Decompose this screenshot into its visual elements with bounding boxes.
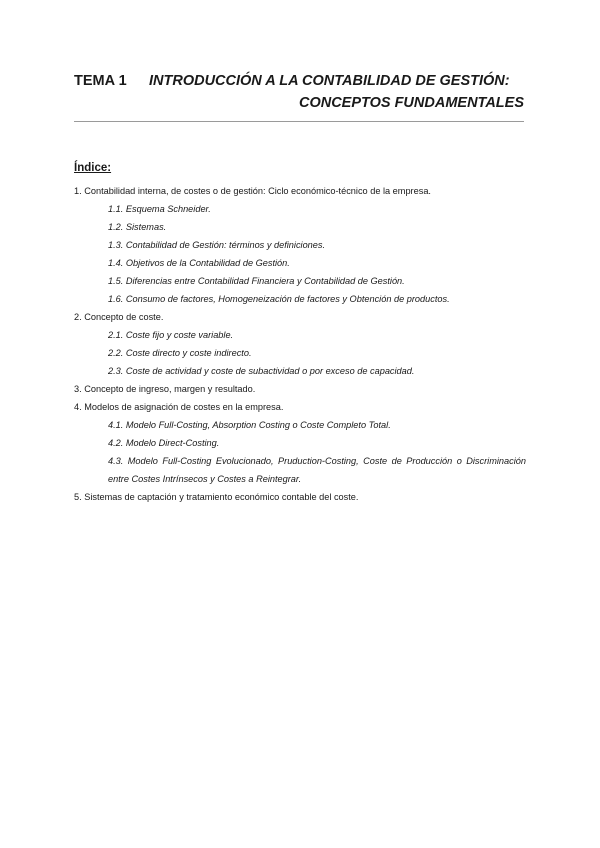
toc-item-4-3: 4.3. Modelo Full-Costing Evolucionado, Pruduction-Costing, Coste de Producción o Discriminación entre Costes Intrínsecos y Costes a Reintegrar. bbox=[108, 456, 526, 484]
toc-item-2-1: 2.1. Coste fijo y coste variable. bbox=[108, 330, 234, 340]
chapter-title-line2: CONCEPTOS FUNDAMENTALES bbox=[298, 95, 524, 111]
toc-item-1-6: 1.6. Consumo de factores, Homogeneización de factores y Obtención de productos. bbox=[108, 294, 450, 304]
toc-item-1: 1. Contabilidad interna, de costes o de gestión: Ciclo económico-técnico de la empresa. bbox=[74, 186, 431, 196]
toc-item-2-2: 2.2. Coste directo y coste indirecto. bbox=[108, 348, 252, 358]
toc-item-2: 2. Concepto de coste. bbox=[74, 312, 164, 322]
chapter-header bbox=[74, 70, 524, 114]
toc-item-1-4: 1.4. Objetivos de la Contabilidad de Gestión. bbox=[108, 258, 290, 268]
toc-item-4: 4. Modelos de asignación de costes en la empresa. bbox=[74, 402, 284, 412]
toc-heading: Índice: bbox=[74, 162, 112, 174]
chapter-title-line1: INTRODUCCIÓN A LA CONTABILIDAD DE GESTIÓN: bbox=[149, 73, 510, 89]
toc-item-4-2: 4.2. Modelo Direct-Costing. bbox=[108, 438, 220, 448]
toc-item-5: 5. Sistemas de captación y tratamiento económico contable del coste. bbox=[74, 492, 359, 502]
toc-item-2-3: 2.3. Coste de actividad y coste de subactividad o por exceso de capacidad. bbox=[108, 366, 415, 376]
toc-item-1-1: 1.1. Esquema Schneider. bbox=[108, 204, 211, 214]
toc-item-3: 3. Concepto de ingreso, margen y resultado. bbox=[74, 384, 256, 394]
toc-item-1-3: 1.3. Contabilidad de Gestión: términos y definiciones. bbox=[108, 240, 326, 250]
toc-item-1-5: 1.5. Diferencias entre Contabilidad Financiera y Contabilidad de Gestión. bbox=[108, 276, 405, 286]
chapter-number: TEMA 1 bbox=[74, 73, 127, 89]
table-of-contents bbox=[74, 182, 526, 506]
toc-item-1-2: 1.2. Sistemas. bbox=[108, 222, 167, 232]
toc-item-4-1: 4.1. Modelo Full-Costing, Absorption Costing o Coste Completo Total. bbox=[108, 420, 391, 430]
header-divider bbox=[74, 121, 524, 122]
